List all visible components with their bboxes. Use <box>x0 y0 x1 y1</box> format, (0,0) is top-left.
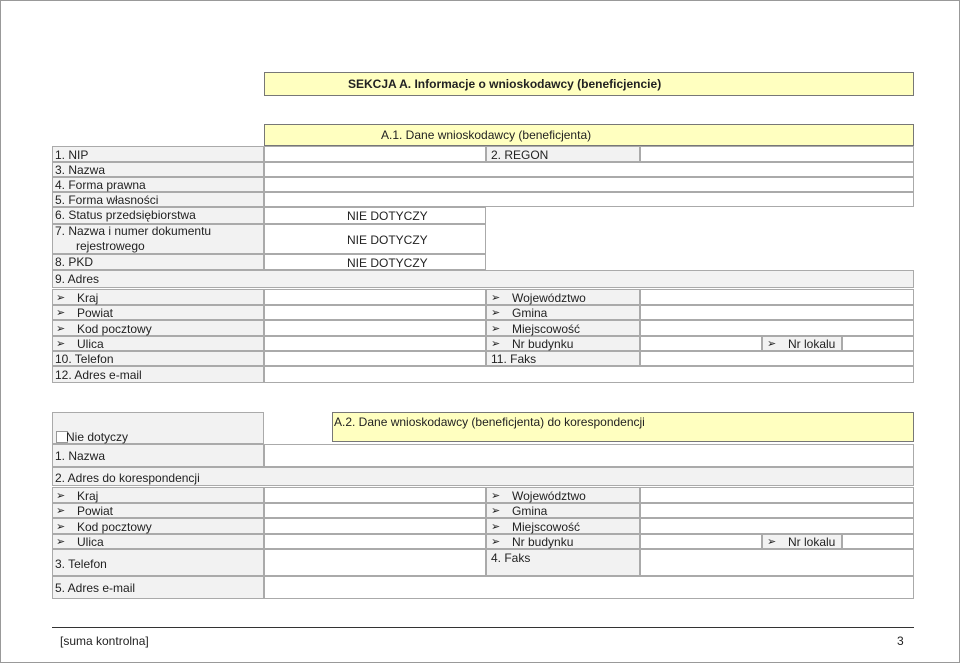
adres-header-cell <box>52 270 914 288</box>
bullet-icon: ➢ <box>767 536 777 548</box>
a2-email-input[interactable] <box>264 576 914 599</box>
forma-wlasnosci-label: 5. Forma własności <box>55 193 159 207</box>
powiat-label: Powiat <box>77 306 114 320</box>
a2-powiat-label: Powiat <box>77 504 114 518</box>
pkd-label: 8. PKD <box>55 255 94 269</box>
a2-nazwa-input[interactable] <box>264 444 914 467</box>
a2-kraj-label: Kraj <box>77 489 99 503</box>
bullet-icon: ➢ <box>56 307 66 319</box>
bullet-icon: ➢ <box>491 505 501 517</box>
nr-budynku-label: Nr budynku <box>512 337 574 351</box>
wojewodztwo-input[interactable] <box>640 289 914 305</box>
email-label: 12. Adres e-mail <box>55 368 142 382</box>
a2-ulica-label: Ulica <box>77 535 104 549</box>
ulica-input[interactable] <box>264 336 486 351</box>
a2-gmina-input[interactable] <box>640 503 914 518</box>
a2-nr-budynku-label: Nr budynku <box>512 535 574 549</box>
a2-faks-input[interactable] <box>640 549 914 576</box>
nr-lokalu-input[interactable] <box>842 336 914 351</box>
a2-telefon-label: 3. Telefon <box>55 557 107 571</box>
a2-ulica-input[interactable] <box>264 534 486 549</box>
gmina-label: Gmina <box>512 306 548 320</box>
a2-gmina-label-cell <box>486 503 640 518</box>
kraj-input[interactable] <box>264 289 486 305</box>
telefon-label: 10. Telefon <box>55 352 114 366</box>
a2-wojewodztwo-label: Województwo <box>512 489 586 503</box>
a2-adres-label: 2. Adres do korespondencji <box>55 471 200 485</box>
ulica-label: Ulica <box>77 337 104 351</box>
powiat-input[interactable] <box>264 305 486 320</box>
nazwa-label: 3. Nazwa <box>55 163 106 177</box>
bullet-icon: ➢ <box>56 323 66 335</box>
dokument-label-line2: rejestrowego <box>76 239 145 253</box>
bullet-icon: ➢ <box>491 536 501 548</box>
nr-budynku-input[interactable] <box>640 336 762 351</box>
adres-label: 9. Adres <box>55 272 100 286</box>
footer-divider <box>52 627 914 628</box>
bullet-icon: ➢ <box>491 490 501 502</box>
bullet-icon: ➢ <box>56 536 66 548</box>
nip-label: 1. NIP <box>55 148 89 162</box>
wojewodztwo-label: Województwo <box>512 291 586 305</box>
dokument-value: NIE DOTYCZY <box>347 233 428 247</box>
a2-header: A.2. Dane wnioskodawcy (beneficjenta) do korespondencji <box>334 415 645 429</box>
bullet-icon: ➢ <box>56 490 66 502</box>
faks-input[interactable] <box>640 351 914 366</box>
section-title: SEKCJA A. Informacje o wnioskodawcy (beneficjencie) <box>348 77 662 91</box>
a2-wojewodztwo-input[interactable] <box>640 487 914 503</box>
status-label: 6. Status przedsiębiorstwa <box>55 208 196 222</box>
kod-label: Kod pocztowy <box>77 322 152 336</box>
a2-gmina-label: Gmina <box>512 504 548 518</box>
a2-nr-lokalu-label: Nr lokalu <box>788 535 836 549</box>
status-value: NIE DOTYCZY <box>347 209 428 223</box>
nr-lokalu-label: Nr lokalu <box>788 337 836 351</box>
gmina-input[interactable] <box>640 305 914 320</box>
a2-kod-label: Kod pocztowy <box>77 520 152 534</box>
footer-checksum: [suma kontrolna] <box>60 634 149 648</box>
nie-dotyczy-label: Nie dotyczy <box>66 430 129 444</box>
bullet-icon: ➢ <box>491 307 501 319</box>
a2-kraj-input[interactable] <box>264 487 486 503</box>
a2-faks-label: 4. Faks <box>491 551 531 565</box>
bullet-icon: ➢ <box>767 338 777 350</box>
forma-wlasnosci-input[interactable] <box>264 192 914 207</box>
a2-email-label: 5. Adres e-mail <box>55 581 136 595</box>
a2-kod-input[interactable] <box>264 518 486 534</box>
nazwa-input[interactable] <box>264 162 914 177</box>
bullet-icon: ➢ <box>491 521 501 533</box>
a2-nr-lokalu-input[interactable] <box>842 534 914 549</box>
bullet-icon: ➢ <box>56 505 66 517</box>
bullet-icon: ➢ <box>56 521 66 533</box>
a2-nr-budynku-input[interactable] <box>640 534 762 549</box>
nip-input[interactable] <box>264 146 486 162</box>
regon-label: 2. REGON <box>491 148 549 162</box>
a2-nazwa-label: 1. Nazwa <box>55 449 106 463</box>
dokument-label-line1: 7. Nazwa i numer dokumentu <box>55 224 212 238</box>
forma-prawna-input[interactable] <box>264 177 914 192</box>
telefon-input[interactable] <box>264 351 486 366</box>
forma-prawna-label: 4. Forma prawna <box>55 178 146 192</box>
a2-telefon-input[interactable] <box>264 549 486 576</box>
miejscowosc-label: Miejscowość <box>512 322 581 336</box>
a2-powiat-input[interactable] <box>264 503 486 518</box>
bullet-icon: ➢ <box>491 292 501 304</box>
gmina-label-cell <box>486 305 640 320</box>
kraj-label: Kraj <box>77 291 99 305</box>
pkd-value: NIE DOTYCZY <box>347 256 428 270</box>
regon-input[interactable] <box>640 146 914 162</box>
bullet-icon: ➢ <box>491 323 501 335</box>
email-input[interactable] <box>264 366 914 383</box>
a2-miejscowosc-input[interactable] <box>640 518 914 534</box>
faks-label: 11. Faks <box>491 352 537 366</box>
kod-input[interactable] <box>264 320 486 336</box>
bullet-icon: ➢ <box>56 292 66 304</box>
a2-miejscowosc-label: Miejscowość <box>512 520 581 534</box>
footer-page-number: 3 <box>897 634 904 648</box>
a1-header: A.1. Dane wnioskodawcy (beneficjenta) <box>381 128 592 142</box>
bullet-icon: ➢ <box>56 338 66 350</box>
bullet-icon: ➢ <box>491 338 501 350</box>
miejscowosc-input[interactable] <box>640 320 914 336</box>
